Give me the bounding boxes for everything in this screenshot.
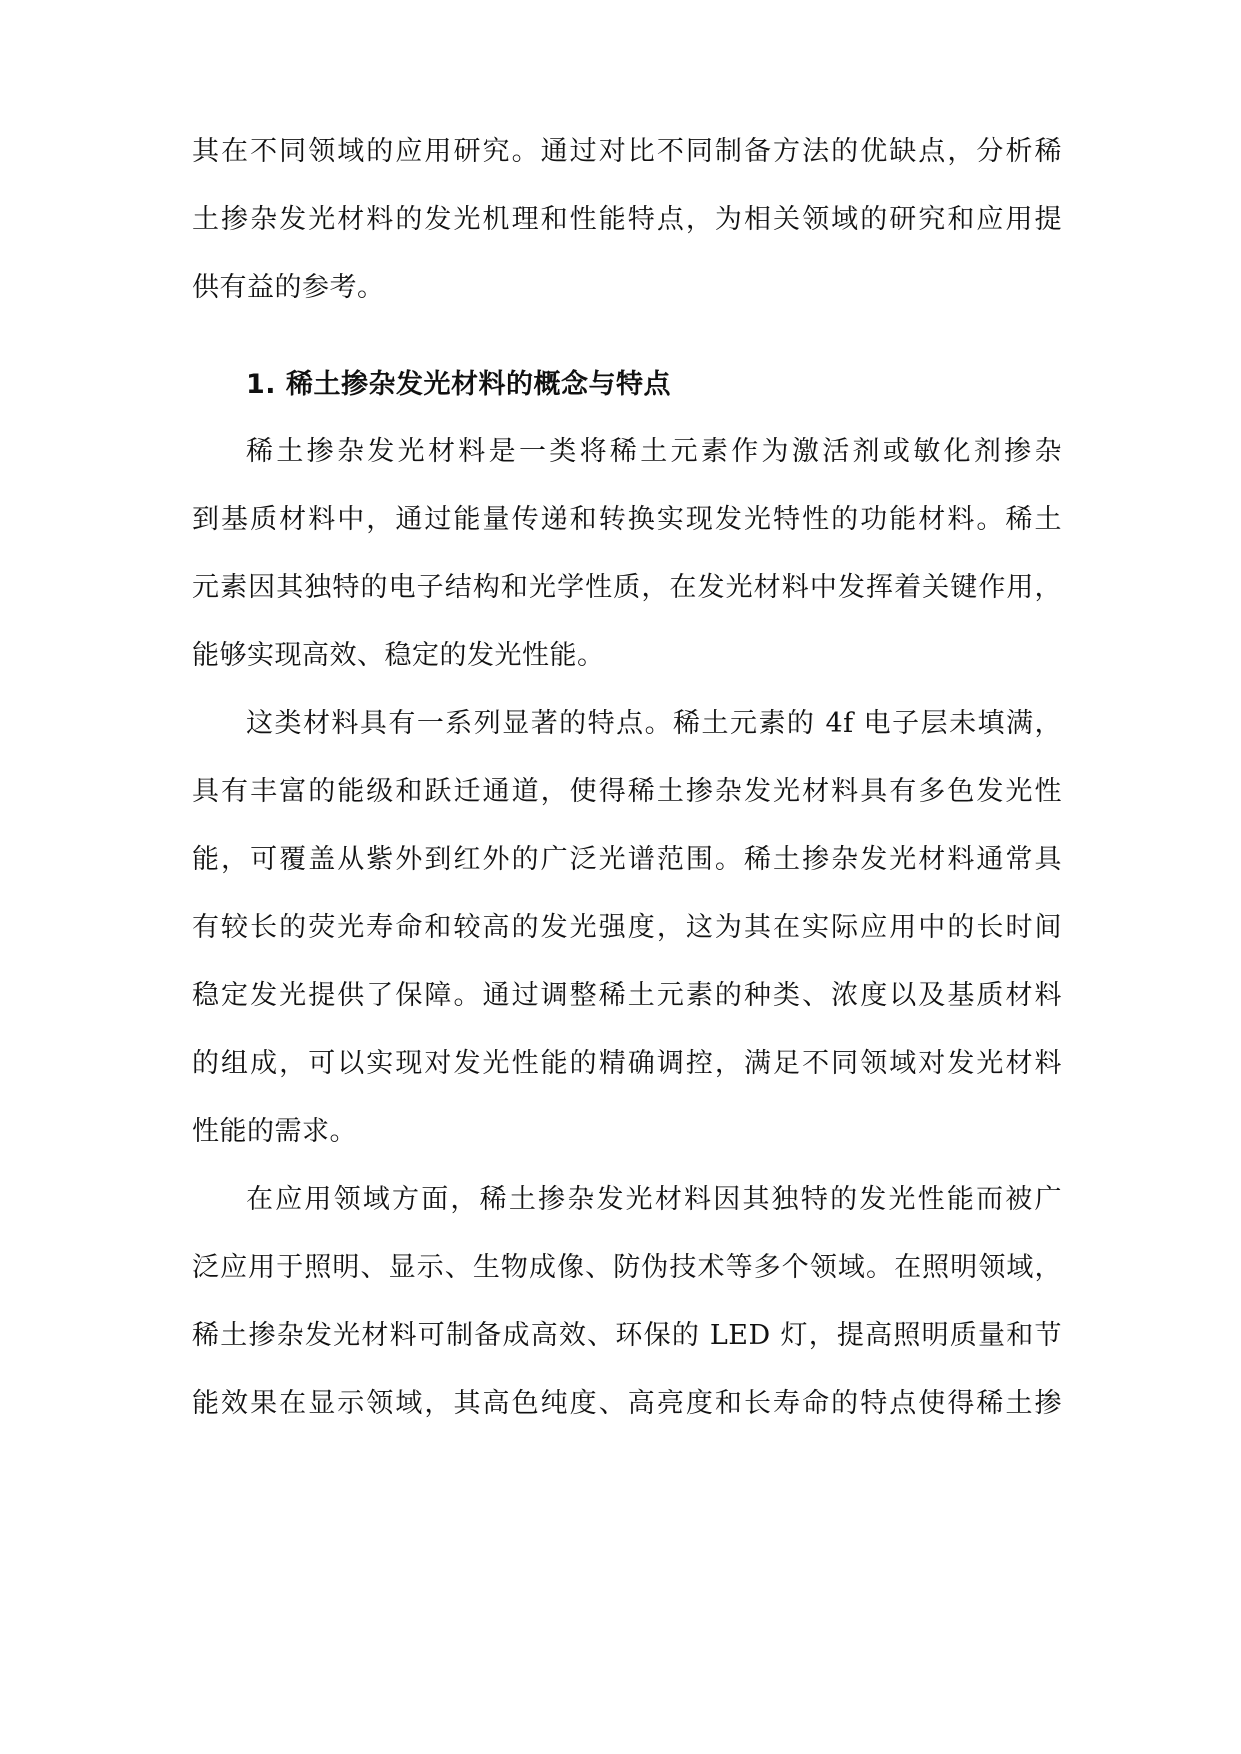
paragraph-3-line-4: 能效果在显示领域，其高色纯度、高亮度和长寿命的特点使得稀土掺 — [192, 1388, 1062, 1419]
paragraph-2-line-7: 性能的需求。 — [192, 1116, 357, 1147]
paragraph-2-line-2: 具有丰富的能级和跃迁通道，使得稀土掺杂发光材料具有多色发光性 — [192, 776, 1062, 807]
intro-line-1: 其在不同领域的应用研究。通过对比不同制备方法的优缺点，分析稀 — [192, 136, 1062, 167]
paragraph-1-line-2: 到基质材料中，通过能量传递和转换实现发光特性的功能材料。稀土 — [192, 504, 1062, 535]
paragraph-3-line-2: 泛应用于照明、显示、生物成像、防伪技术等多个领域。在照明领域， — [192, 1252, 1062, 1283]
intro-line-3: 供有益的参考。 — [192, 272, 385, 303]
section-heading: 1. 稀土掺杂发光材料的概念与特点 — [246, 369, 671, 400]
paragraph-3-line-3: 稀土掺杂发光材料可制备成高效、环保的 LED 灯，提高照明质量和节 — [192, 1320, 1062, 1351]
paragraph-2-line-1: 这类材料具有一系列显著的特点。稀土元素的 4f 电子层未填满， — [246, 708, 1062, 739]
intro-line-2: 土掺杂发光材料的发光机理和性能特点，为相关领域的研究和应用提 — [192, 204, 1062, 235]
paragraph-2-line-4: 有较长的荧光寿命和较高的发光强度，这为其在实际应用中的长时间 — [192, 912, 1062, 943]
paragraph-3-line-1: 在应用领域方面，稀土掺杂发光材料因其独特的发光性能而被广 — [246, 1184, 1062, 1215]
paragraph-2-line-3: 能，可覆盖从紫外到红外的广泛光谱范围。稀土掺杂发光材料通常具 — [192, 844, 1062, 875]
paragraph-2-line-6: 的组成，可以实现对发光性能的精确调控，满足不同领域对发光材料 — [192, 1048, 1062, 1079]
paragraph-1-line-3: 元素因其独特的电子结构和光学性质，在发光材料中发挥着关键作用， — [192, 572, 1062, 603]
paragraph-1-line-4: 能够实现高效、稳定的发光性能。 — [192, 640, 605, 671]
paragraph-1-line-1: 稀土掺杂发光材料是一类将稀土元素作为激活剂或敏化剂掺杂 — [246, 436, 1062, 467]
paragraph-2-line-5: 稳定发光提供了保障。通过调整稀土元素的种类、浓度以及基质材料 — [192, 980, 1062, 1011]
